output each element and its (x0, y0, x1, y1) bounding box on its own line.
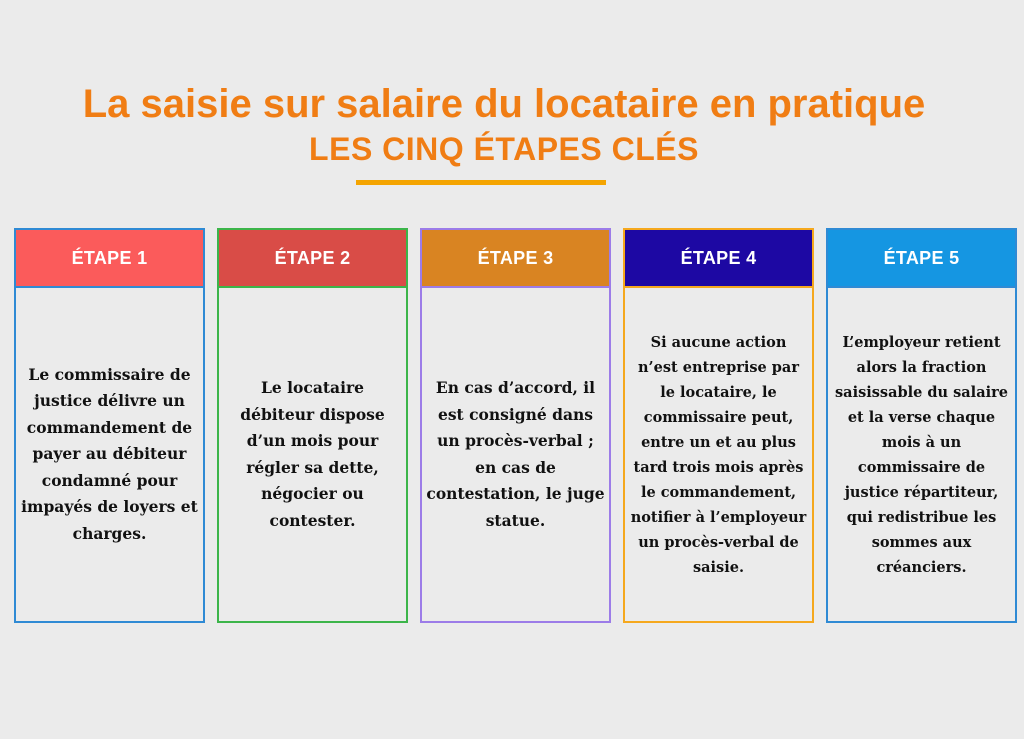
step-text-3 (426, 288, 605, 621)
step-text-4 (629, 288, 808, 621)
step-card-5 (826, 228, 1017, 623)
step-header-2: ÉTAPE 2 (219, 230, 406, 288)
step-card-3 (420, 228, 611, 623)
step-card-4 (623, 228, 814, 623)
step-text-2 (223, 288, 402, 621)
step-header-1: ÉTAPE 1 (16, 230, 203, 288)
step-header-4: ÉTAPE 4 (625, 230, 812, 288)
step-header-3: ÉTAPE 3 (422, 230, 609, 288)
step-text-content-1: Le commissaire de justice délivre un commandement de payer au débiteur condamné pour impayés de loyers et charges. (21, 364, 198, 543)
steps-row (14, 228, 1015, 623)
step-card-2 (217, 228, 408, 623)
page-title: La saisie sur salaire du locataire en pratique (82, 82, 926, 126)
title-underline (356, 180, 606, 185)
step-text-content-4: Si aucune action n’est entreprise par le locataire, le commissaire peut, entre un et au plus tard trois mois après le commandement, notifier à l’employeur un procès-verbal de saisie. (630, 333, 807, 576)
step-header-5: ÉTAPE 5 (828, 230, 1015, 288)
step-card-1 (14, 228, 205, 623)
step-text-content-5: L’employeur retient alors la fraction saisissable du salaire et la verse chaque mois à un commissaire de justice répartiteur, qui redistribue les sommes aux créanciers. (835, 333, 1008, 576)
step-text-1 (20, 288, 199, 621)
step-text-content-2: Le locataire débiteur dispose d’un mois pour régler sa dette, négocier ou contester. (240, 378, 385, 530)
page-subtitle: LES CINQ ÉTAPES CLÉS (309, 131, 699, 167)
step-text-5 (832, 288, 1011, 621)
step-text-content-3: En cas d’accord, il est consigné dans un procès-verbal ; en cas de contestation, le juge statue. (426, 378, 605, 530)
